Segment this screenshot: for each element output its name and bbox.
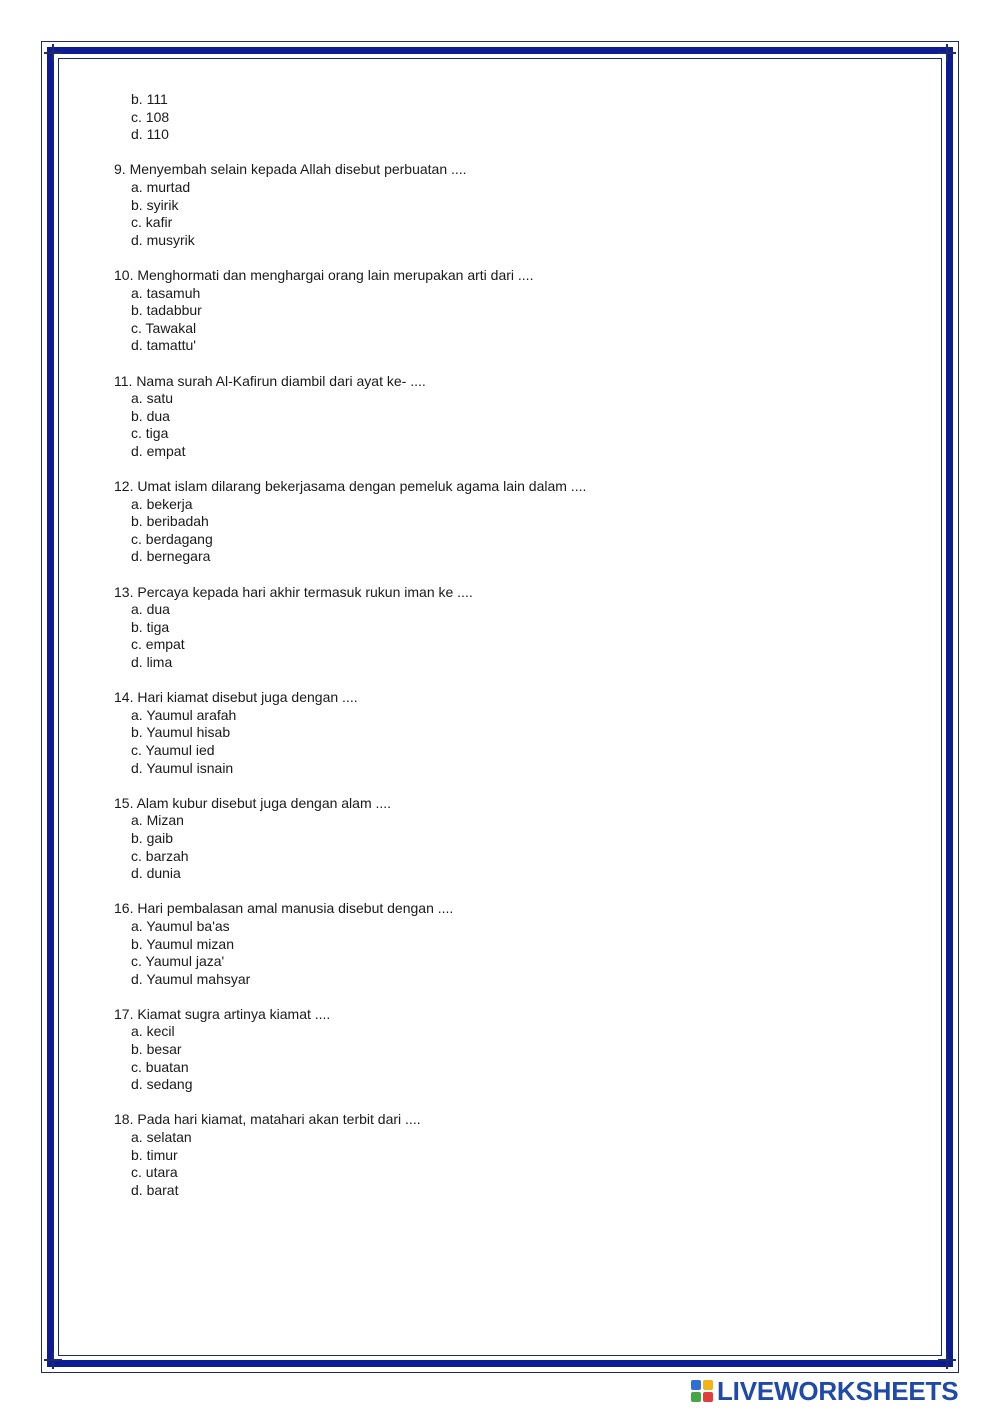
answer-option[interactable]: d. Yaumul isnain	[131, 759, 234, 776]
answer-option[interactable]: c. buatan	[131, 1058, 189, 1075]
question-text: 17. Kiamat sugra artinya kiamat ....	[114, 1005, 331, 1022]
question-item	[114, 161, 914, 249]
answer-option[interactable]: c. barzah	[131, 847, 189, 864]
logo-tile	[703, 1380, 713, 1390]
answer-option[interactable]: c. Yaumul ied	[131, 741, 215, 758]
answer-option[interactable]: d. 110	[131, 126, 169, 143]
question-item	[114, 478, 914, 566]
logo-tile	[691, 1380, 701, 1390]
answer-option[interactable]: c. 108	[131, 108, 170, 125]
answer-option[interactable]: d. Yaumul mahsyar	[131, 970, 251, 987]
answer-option[interactable]: a. tasamuh	[131, 284, 201, 301]
answer-option[interactable]: d. dunia	[131, 865, 181, 882]
answer-option[interactable]: a. dua	[131, 601, 170, 618]
answer-option[interactable]: a. satu	[131, 390, 174, 407]
question-text: 9. Menyembah selain kepada Allah disebut perbuatan ....	[114, 161, 467, 178]
answer-option[interactable]: a. Yaumul arafah	[131, 706, 237, 723]
answer-option[interactable]: a. bekerja	[131, 495, 193, 512]
answer-option[interactable]: c. Tawakal	[131, 319, 197, 336]
question-text: 11. Nama surah Al-Kafirun diambil dari ayat ke- ....	[114, 372, 426, 389]
answer-option[interactable]: b. gaib	[131, 829, 174, 846]
question-item	[114, 91, 914, 144]
question-text: 10. Menghormati dan menghargai orang lain merupakan arti dari ....	[114, 266, 534, 283]
answer-option[interactable]: d. musyrik	[131, 231, 195, 248]
answer-option[interactable]: d. lima	[131, 654, 173, 670]
question-item	[114, 900, 914, 988]
answer-option[interactable]: b. dua	[131, 407, 170, 424]
answer-option[interactable]: b. syirik	[131, 196, 179, 213]
question-item	[114, 1111, 914, 1199]
question-item	[114, 689, 914, 777]
answer-option[interactable]: d. barat	[131, 1181, 179, 1198]
question-item	[114, 584, 914, 672]
question-text: 13. Percaya kepada hari akhir termasuk rukun iman ke ....	[114, 583, 473, 600]
answer-option[interactable]: d. sedang	[131, 1076, 193, 1093]
logo-tile	[691, 1392, 701, 1402]
answer-option[interactable]: d. tamattu'	[131, 337, 196, 354]
answer-option[interactable]: a. murtad	[131, 178, 191, 195]
logo-tile	[703, 1392, 713, 1402]
answer-option[interactable]: b. timur	[131, 1146, 178, 1163]
answer-option[interactable]: b. 111	[131, 91, 168, 107]
question-item	[114, 1006, 914, 1094]
answer-option[interactable]: a. Mizan	[131, 812, 184, 829]
answer-option[interactable]: c. utara	[131, 1164, 178, 1181]
answer-option[interactable]: c. empat	[131, 636, 185, 653]
answer-option[interactable]: c. Yaumul jaza'	[131, 953, 225, 970]
border-corner-ornament	[44, 1351, 62, 1369]
answer-option[interactable]: b. Yaumul hisab	[131, 724, 231, 741]
question-text: 12. Umat islam dilarang bekerjasama dengan pemeluk agama lain dalam ....	[114, 478, 587, 495]
question-list	[114, 91, 914, 1217]
answer-option[interactable]: d. bernegara	[131, 548, 211, 565]
answer-option[interactable]: b. tiga	[131, 618, 170, 635]
border-corner-ornament	[938, 44, 956, 62]
question-item	[114, 795, 914, 883]
question-text: 16. Hari pembalasan amal manusia disebut dengan ....	[114, 900, 454, 917]
answer-option[interactable]: b. besar	[131, 1041, 182, 1058]
border-corner-ornament	[44, 44, 62, 62]
question-text: 18. Pada hari kiamat, matahari akan terbit dari ....	[114, 1111, 421, 1128]
answer-option[interactable]: a. selatan	[131, 1129, 192, 1146]
answer-option[interactable]: c. kafir	[131, 214, 173, 231]
answer-option[interactable]: b. beribadah	[131, 513, 209, 530]
question-text: 15. Alam kubur disebut juga dengan alam ....	[114, 794, 392, 811]
brand-name: LIVEWORKSHEETS	[717, 1375, 959, 1406]
liveworksheets-brand[interactable]	[691, 1376, 958, 1406]
answer-option[interactable]: c. tiga	[131, 425, 169, 442]
answer-option[interactable]: c. berdagang	[131, 530, 213, 547]
question-item	[114, 373, 914, 461]
answer-option[interactable]: a. kecil	[131, 1023, 175, 1040]
answer-option[interactable]: a. Yaumul ba'as	[131, 917, 230, 934]
answer-option[interactable]: d. empat	[131, 442, 186, 459]
answer-option[interactable]: b. Yaumul mizan	[131, 935, 234, 952]
question-text: 14. Hari kiamat disebut juga dengan ....	[114, 689, 358, 706]
border-corner-ornament	[938, 1351, 956, 1369]
answer-option[interactable]: b. tadabbur	[131, 302, 202, 319]
liveworksheets-logo-icon	[691, 1380, 713, 1402]
question-item	[114, 267, 914, 355]
